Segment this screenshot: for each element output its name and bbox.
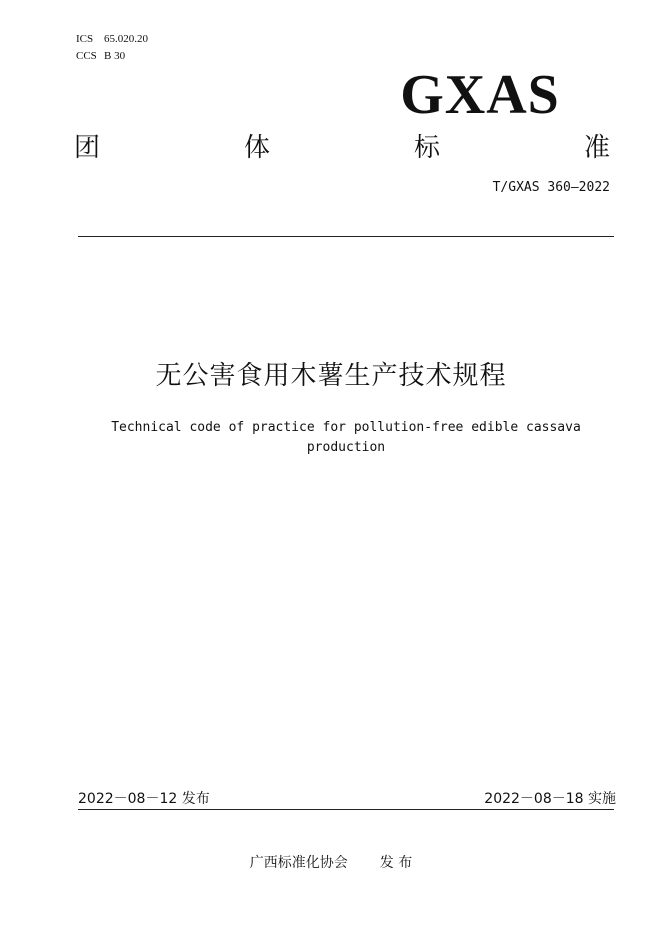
standard-type-char: 团	[74, 132, 101, 163]
header-divider	[78, 236, 614, 237]
footer-divider	[78, 809, 614, 810]
ccs-label: CCS	[76, 50, 97, 62]
title-english-line: Technical code of practice for pollution-free edible cassava	[111, 420, 581, 435]
title-chinese: 无公害食用木薯生产技术规程	[155, 361, 507, 391]
title-english	[100, 418, 592, 458]
ccs-classification	[76, 49, 125, 63]
implementation-date: 2022－08－18 实施	[484, 791, 616, 807]
ics-value: 65.020.20	[104, 33, 148, 45]
standard-type-char: 准	[583, 132, 610, 163]
title-english-line: production	[306, 440, 386, 455]
standard-code: T/GXAS 360—2022	[492, 180, 610, 195]
publish-date: 2022－08－12 发布	[78, 791, 210, 807]
ics-classification	[76, 32, 148, 46]
gxas-logo: GXAS	[400, 64, 560, 126]
standard-type-char: 体	[243, 132, 270, 163]
standard-type-char: 标	[413, 132, 440, 163]
issuer-action: 发 布	[379, 855, 413, 871]
issuer-name: 广西标准化协会	[249, 855, 348, 871]
issuer	[0, 854, 662, 872]
ccs-value: B 30	[104, 50, 126, 62]
standard-type	[74, 128, 610, 162]
ics-label: ICS	[76, 33, 94, 45]
